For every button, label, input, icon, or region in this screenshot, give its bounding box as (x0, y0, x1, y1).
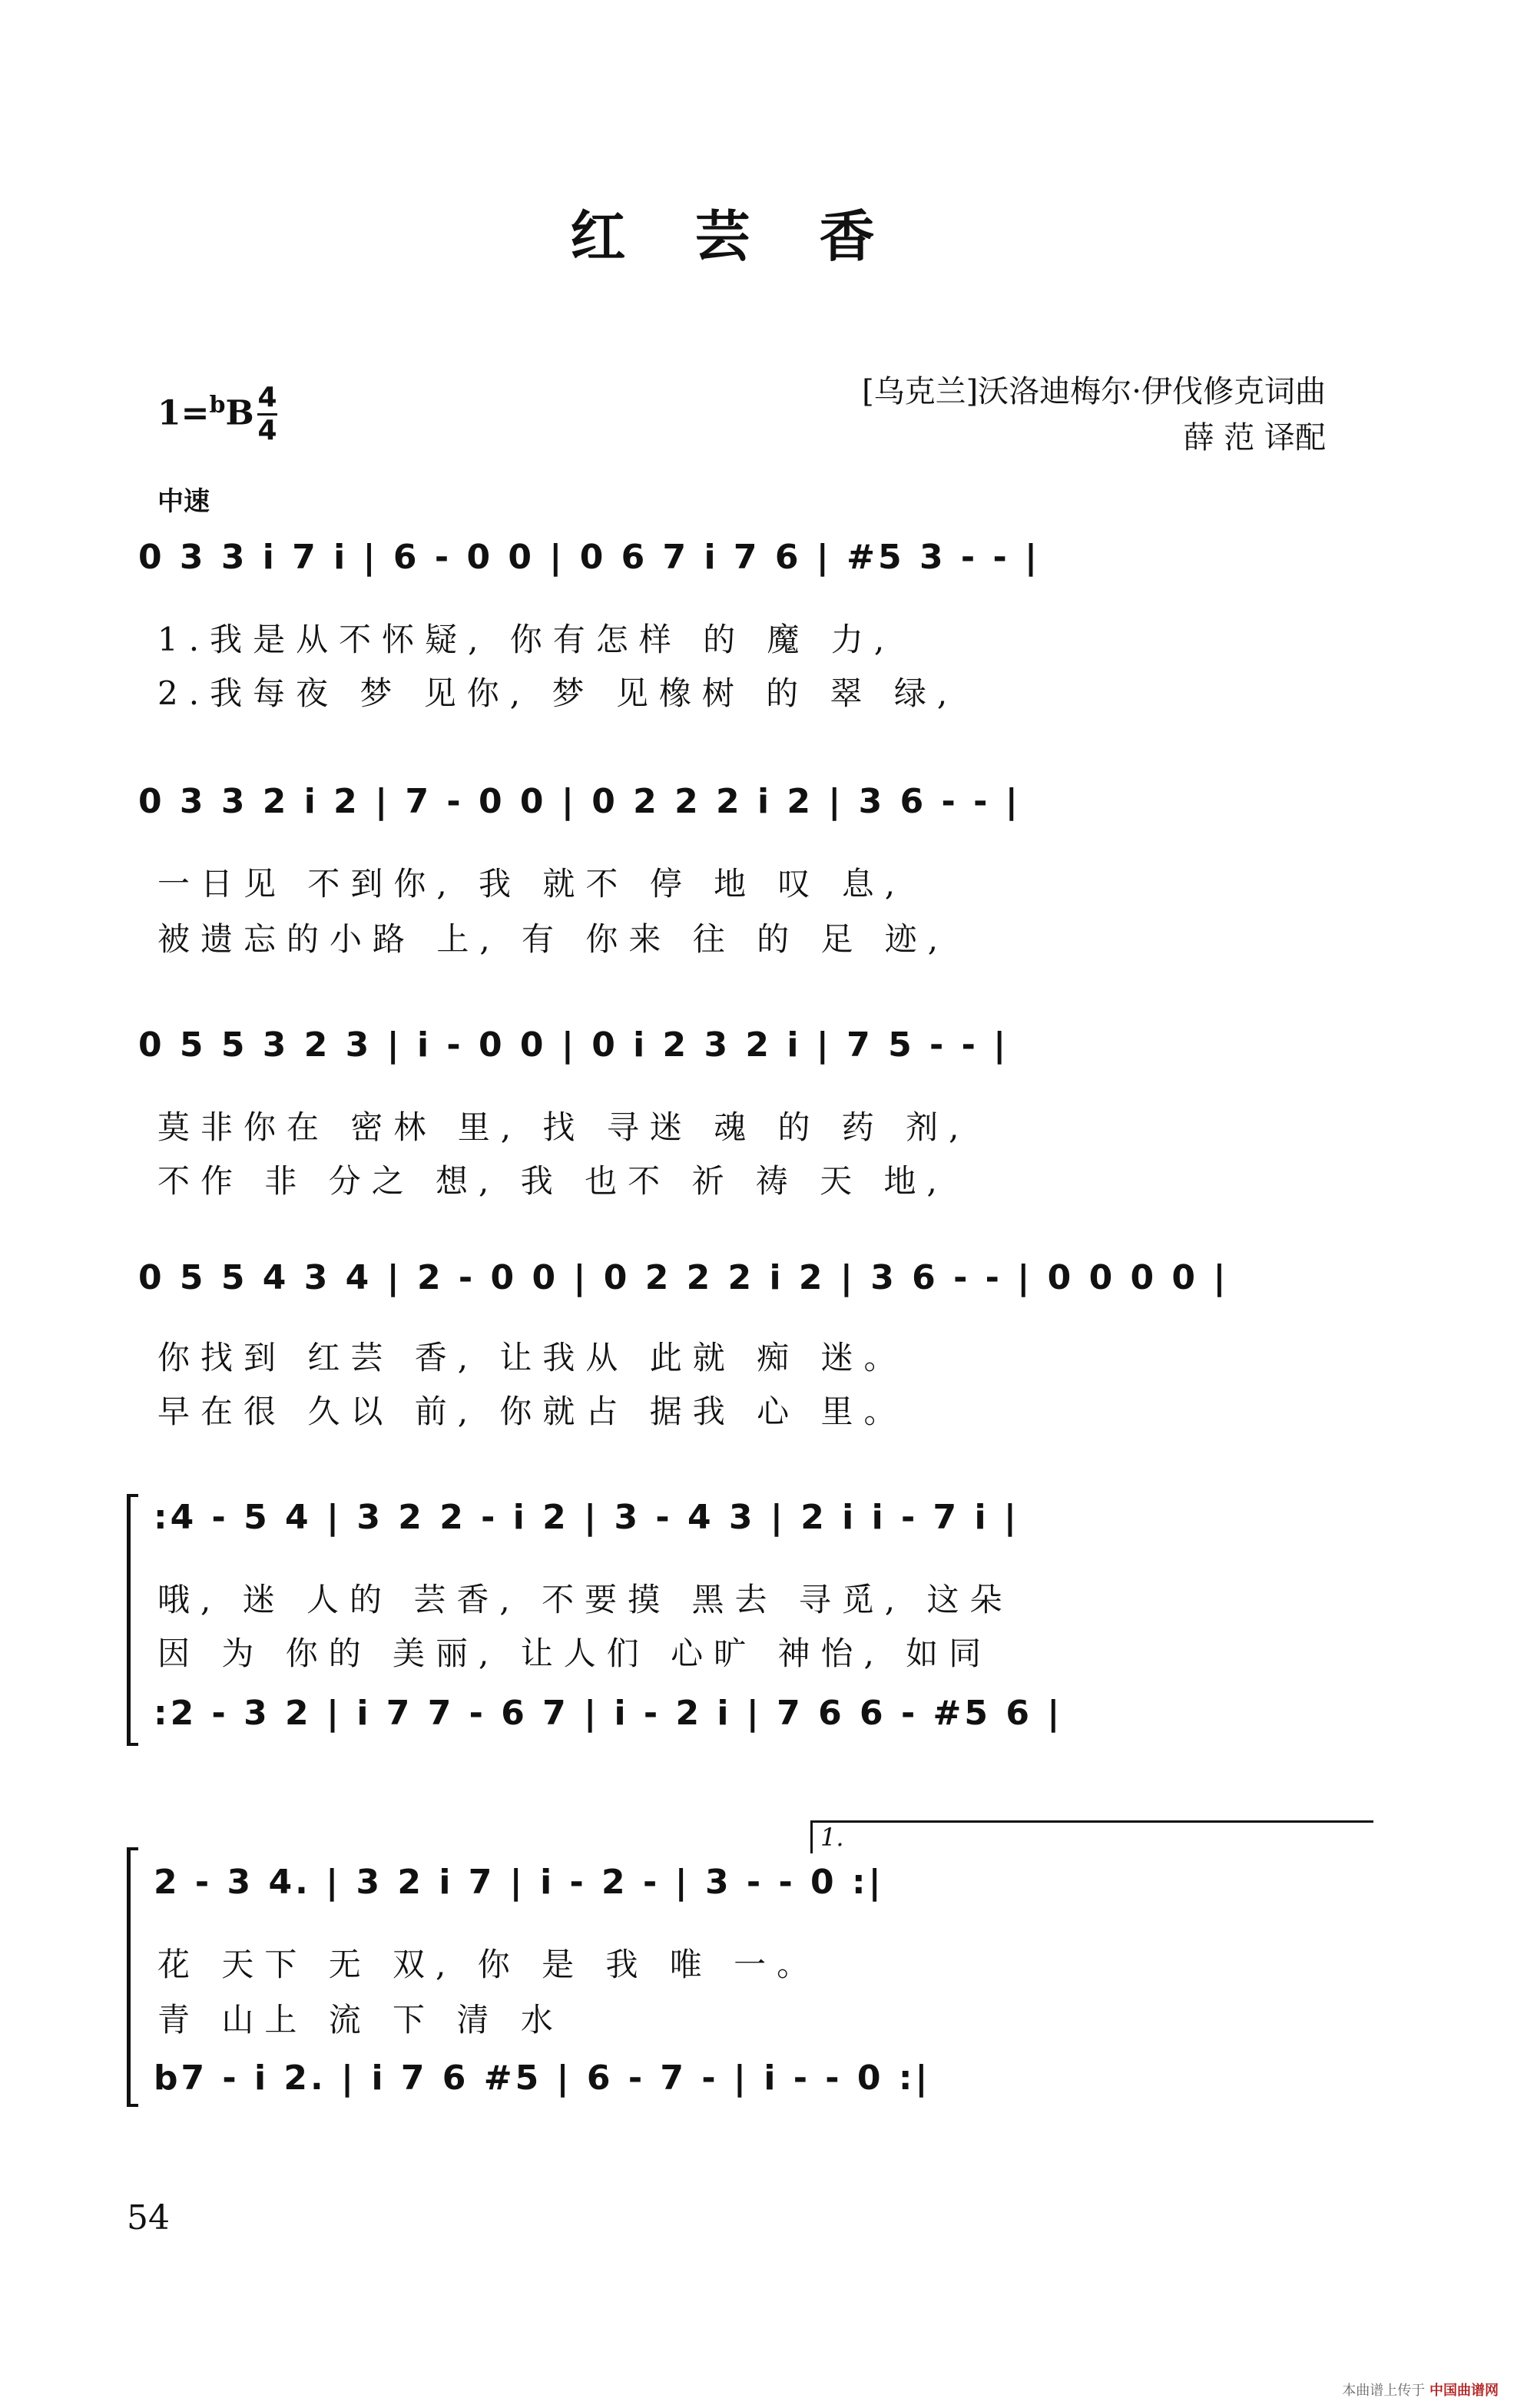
key-prefix: 1= (157, 393, 210, 433)
lyric-verse-1: 1.我是从不怀疑, 你有怎样 的 魔 力, (157, 621, 896, 658)
time-sig-top: 4 (257, 382, 277, 413)
lyric-verse-2: 不作 非 分之 想, 我 也不 祈 祷 天 地, (157, 1162, 948, 1200)
footer-watermark (1342, 2380, 1499, 2400)
notation-line-lower: :2 - 3 2 | i 7 7 - 6 7 | i - 2 i | 7 6 6 - #5 6 | (154, 1694, 1063, 1733)
tempo-marking: 中速 (157, 486, 210, 517)
notation-line: 0 3 3 2 i 2 | 7 - 0 0 | 0 2 2 2 i 2 | 3 6 - - | (138, 782, 1021, 821)
lyric-verse-1: 你找到 红芸 香, 让我从 此就 痴 迷。 (157, 1339, 907, 1376)
lyric-verse-1: 花 天下 无 双, 你 是 我 唯 一。 (157, 1946, 820, 1983)
notation-line-lower: b7 - i 2. | i 7 6 #5 | 6 - 7 - | i - - 0 :| (154, 2059, 931, 2098)
system-bracket (127, 1494, 138, 1746)
lyric-verse-1: 哦, 迷 人的 芸香, 不要摸 黑去 寻觅, 这朵 (157, 1581, 1013, 1618)
page-number: 54 (127, 2198, 170, 2237)
footer-text: 本曲谱上传于 (1342, 2383, 1426, 2399)
song-title: 红芸香 (570, 204, 944, 269)
credits (862, 369, 1326, 461)
lyric-verse-1: 莫非你在 密林 里, 找 寻迷 魂 的 药 剂, (157, 1108, 970, 1146)
lyric-verse-2: 被遗忘的小路 上, 有 你来 往 的 足 迹, (157, 920, 949, 958)
key-signature (157, 392, 254, 433)
notation-line: 0 3 3 i 7 i | 6 - 0 0 | 0 6 7 i 7 6 | #5 3 - - | (138, 538, 1041, 577)
notation-line-upper: :4 - 5 4 | 3 2 2 - i 2 | 3 - 4 3 | 2 i i - 7 i | (154, 1498, 1019, 1537)
notation-line: 0 5 5 3 2 3 | i - 0 0 | 0 i 2 3 2 i | 7 5 - - | (138, 1025, 1009, 1065)
lyric-verse-2: 早在很 久以 前, 你就占 据我 心 里。 (157, 1393, 907, 1430)
ending-label: 1. (820, 1823, 844, 1852)
lyric-verse-2: 2.我每夜 梦 见你, 梦 见橡树 的 翠 绿, (157, 674, 959, 712)
notation-line: 0 5 5 4 3 4 | 2 - 0 0 | 0 2 2 2 i 2 | 3 6 - - | 0 0 0 0 | (138, 1258, 1229, 1297)
notation-line-upper: 2 - 3 4. | 3 2 i 7 | i - 2 - | 3 - - 0 :| (154, 1863, 884, 1902)
key-note: B (225, 393, 254, 433)
lyric-verse-2: 青 山上 流 下 清 水 (157, 2001, 564, 2039)
time-sig-bottom: 4 (257, 415, 277, 446)
system-bracket (127, 1847, 138, 2107)
flat-sign: b (209, 392, 226, 419)
time-signature (257, 383, 277, 446)
footer-brand: 中国曲谱网 (1430, 2383, 1499, 2399)
lyric-verse-1: 一日见 不到你, 我 就不 停 地 叹 息, (157, 865, 906, 903)
credits-translator: 薛 范 译配 (1183, 420, 1326, 455)
first-ending-bracket (810, 1820, 1373, 1853)
credits-author: [乌克兰]沃洛迪梅尔·伊伐修克词曲 (862, 374, 1326, 409)
lyric-verse-2: 因 为 你的 美丽, 让人们 心旷 神怡, 如同 (157, 1635, 992, 1672)
